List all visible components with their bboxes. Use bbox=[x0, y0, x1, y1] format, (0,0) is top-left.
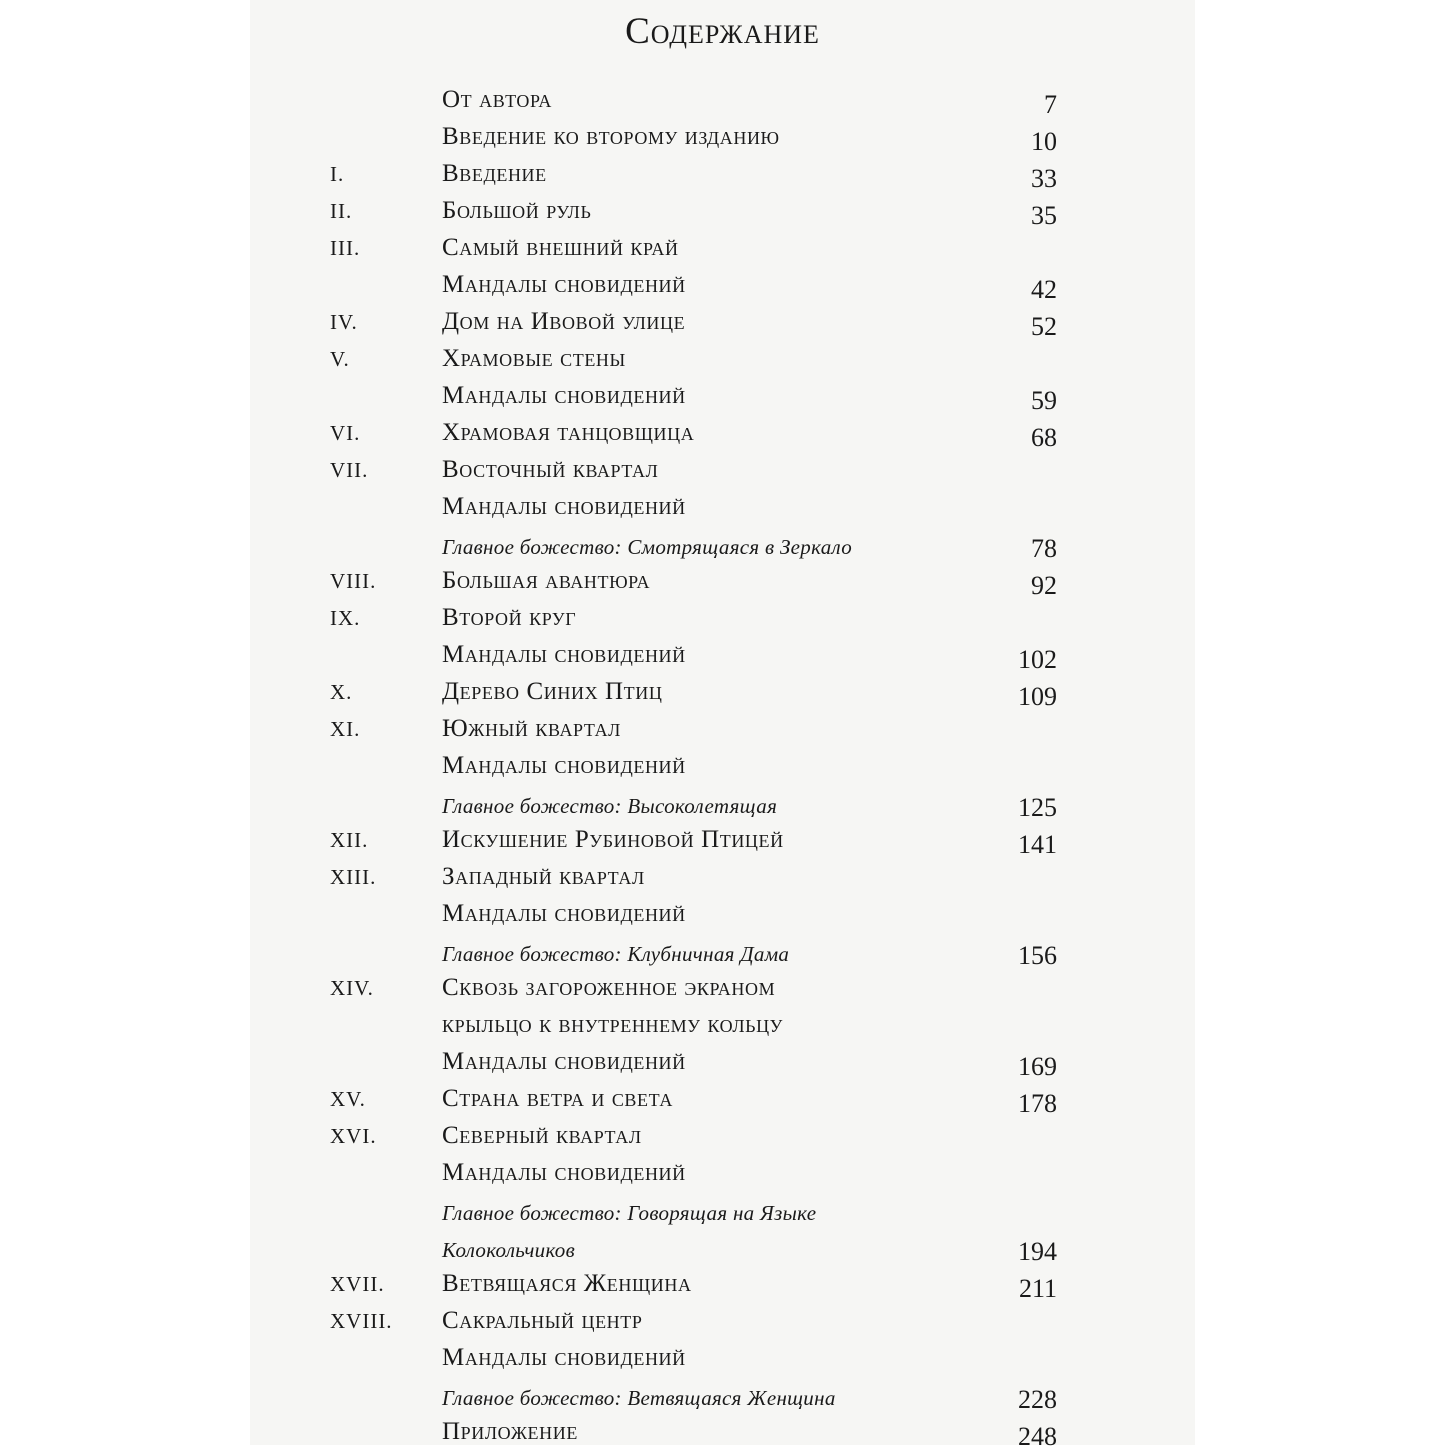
toc-line bbox=[250, 1418, 1195, 1455]
toc-line bbox=[250, 604, 1195, 641]
chapter-title: Мандалы сновидений bbox=[442, 900, 686, 927]
toc-entry bbox=[250, 308, 1195, 345]
chapter-number: XI. bbox=[330, 717, 361, 741]
toc-entry bbox=[250, 678, 1195, 715]
toc-line bbox=[250, 826, 1195, 863]
deity-subtitle: Колокольчиков bbox=[442, 1238, 576, 1262]
toc-line bbox=[250, 789, 1195, 826]
toc-line bbox=[250, 1196, 1195, 1233]
chapter-title: Мандалы сновидений bbox=[442, 1048, 686, 1075]
chapter-title: Мандалы сновидений bbox=[442, 493, 686, 520]
toc-line bbox=[250, 1233, 1195, 1270]
chapter-number: XIII. bbox=[330, 865, 377, 889]
page-number: 7 bbox=[1044, 90, 1057, 119]
toc-line bbox=[250, 86, 1195, 123]
page-number: 156 bbox=[1018, 941, 1057, 970]
toc-entry bbox=[250, 1418, 1195, 1455]
chapter-number: VIII. bbox=[330, 569, 377, 593]
toc-line bbox=[250, 1122, 1195, 1159]
toc-line bbox=[250, 715, 1195, 752]
chapter-number: VII. bbox=[330, 458, 369, 482]
chapter-number: X. bbox=[330, 680, 353, 704]
page-number: 141 bbox=[1018, 830, 1057, 859]
chapter-title: Дом на Ивовой улице bbox=[442, 308, 686, 335]
toc-line bbox=[250, 308, 1195, 345]
chapter-title: Сакральный центр bbox=[442, 1307, 643, 1334]
page-number: 248 bbox=[1018, 1422, 1057, 1451]
chapter-title: Большая авантюра bbox=[442, 567, 651, 594]
page-number: 59 bbox=[1031, 386, 1057, 415]
toc-line bbox=[250, 1085, 1195, 1122]
page-number: 52 bbox=[1031, 312, 1057, 341]
page-number: 228 bbox=[1018, 1385, 1057, 1414]
toc-entry bbox=[250, 974, 1195, 1085]
book-page bbox=[250, 0, 1195, 1451]
chapter-number: XVII. bbox=[330, 1272, 385, 1296]
page-number: 35 bbox=[1031, 201, 1057, 230]
chapter-title: Храмовая танцовщица bbox=[442, 419, 695, 446]
chapter-title: Сквозь загороженное экраном bbox=[442, 974, 776, 1001]
deity-subtitle: Главное божество: Говорящая на Языке bbox=[442, 1201, 817, 1225]
deity-subtitle: Главное божество: Клубничная Дама bbox=[442, 942, 790, 966]
toc-entry bbox=[250, 1307, 1195, 1418]
chapter-number: V. bbox=[330, 347, 350, 371]
toc-line bbox=[250, 1381, 1195, 1418]
toc-entry bbox=[250, 1085, 1195, 1122]
deity-subtitle: Главное божество: Смотрящаяся в Зеркало bbox=[442, 535, 853, 559]
page-number: 92 bbox=[1031, 571, 1057, 600]
toc-line bbox=[250, 1011, 1195, 1048]
toc-entry bbox=[250, 345, 1195, 419]
toc-line bbox=[250, 937, 1195, 974]
toc-line bbox=[250, 1048, 1195, 1085]
page-number: 33 bbox=[1031, 164, 1057, 193]
chapter-title: Южный квартал bbox=[442, 715, 621, 742]
toc-entry bbox=[250, 567, 1195, 604]
chapter-title: Ветвящаяся Женщина bbox=[442, 1270, 692, 1297]
chapter-title: Приложение bbox=[442, 1418, 578, 1445]
page-number: 211 bbox=[1018, 1274, 1057, 1303]
chapter-title: Страна ветра и света bbox=[442, 1085, 673, 1112]
chapter-title: Самый внешний край bbox=[442, 234, 679, 261]
toc-line bbox=[250, 678, 1195, 715]
toc-entry bbox=[250, 456, 1195, 567]
toc-line bbox=[250, 567, 1195, 604]
page-number: 109 bbox=[1018, 682, 1057, 711]
toc-line bbox=[250, 974, 1195, 1011]
toc-line bbox=[250, 493, 1195, 530]
toc-line bbox=[250, 234, 1195, 271]
toc-entry bbox=[250, 419, 1195, 456]
page-number: 178 bbox=[1018, 1089, 1057, 1118]
chapter-title: От автора bbox=[442, 86, 552, 113]
toc-entry bbox=[250, 1122, 1195, 1270]
chapter-title: Введение ко второму изданию bbox=[442, 123, 780, 150]
page-number: 194 bbox=[1018, 1237, 1057, 1266]
toc-line bbox=[250, 863, 1195, 900]
toc-line bbox=[250, 123, 1195, 160]
chapter-number: II. bbox=[330, 199, 353, 223]
toc-line bbox=[250, 160, 1195, 197]
deity-subtitle: Главное божество: Высоколетящая bbox=[442, 794, 778, 818]
chapter-number: XVI. bbox=[330, 1124, 377, 1148]
page-number: 125 bbox=[1018, 793, 1057, 822]
chapter-title: Мандалы сновидений bbox=[442, 1344, 686, 1371]
page-number: 102 bbox=[1018, 645, 1057, 674]
page-title: Содержание bbox=[625, 11, 820, 52]
chapter-title: Второй круг bbox=[442, 604, 577, 631]
chapter-title: Мандалы сновидений bbox=[442, 382, 686, 409]
chapter-title: Мандалы сновидений bbox=[442, 1159, 686, 1186]
toc-line bbox=[250, 1270, 1195, 1307]
chapter-title: Западный квартал bbox=[442, 863, 645, 890]
toc-line bbox=[250, 382, 1195, 419]
toc-line bbox=[250, 641, 1195, 678]
toc-line bbox=[250, 345, 1195, 382]
toc-line bbox=[250, 752, 1195, 789]
toc-line bbox=[250, 197, 1195, 234]
chapter-title: Восточный квартал bbox=[442, 456, 659, 483]
chapter-title: Храмовые стены bbox=[442, 345, 626, 372]
toc-line bbox=[250, 271, 1195, 308]
toc-entry bbox=[250, 197, 1195, 234]
chapter-number: IV. bbox=[330, 310, 358, 334]
table-of-contents bbox=[250, 86, 1195, 1455]
toc-entry bbox=[250, 86, 1195, 123]
page-number: 68 bbox=[1031, 423, 1057, 452]
chapter-title: Введение bbox=[442, 160, 547, 187]
chapter-number: XIV. bbox=[330, 976, 374, 1000]
toc-entry bbox=[250, 1270, 1195, 1307]
toc-line bbox=[250, 1344, 1195, 1381]
chapter-title: крыльцо к внутреннему кольцу bbox=[442, 1011, 784, 1038]
chapter-number: I. bbox=[330, 162, 345, 186]
chapter-number: III. bbox=[330, 236, 361, 260]
page-number: 169 bbox=[1018, 1052, 1057, 1081]
toc-line bbox=[250, 900, 1195, 937]
chapter-number: VI. bbox=[330, 421, 361, 445]
toc-entry bbox=[250, 234, 1195, 308]
chapter-title: Мандалы сновидений bbox=[442, 641, 686, 668]
toc-line bbox=[250, 1307, 1195, 1344]
chapter-title: Большой руль bbox=[442, 197, 592, 224]
chapter-number: XVIII. bbox=[330, 1309, 393, 1333]
deity-subtitle: Главное божество: Ветвящаяся Женщина bbox=[442, 1386, 836, 1410]
page-number: 78 bbox=[1031, 534, 1057, 563]
chapter-title: Дерево Синих Птиц bbox=[442, 678, 663, 705]
page-number: 42 bbox=[1031, 275, 1057, 304]
toc-entry bbox=[250, 160, 1195, 197]
chapter-title: Искушение Рубиновой Птицей bbox=[442, 826, 784, 853]
chapter-title: Северный квартал bbox=[442, 1122, 642, 1149]
chapter-number: IX. bbox=[330, 606, 361, 630]
chapter-number: XII. bbox=[330, 828, 369, 852]
toc-line bbox=[250, 419, 1195, 456]
toc-line bbox=[250, 1159, 1195, 1196]
chapter-title: Мандалы сновидений bbox=[442, 271, 686, 298]
chapter-number: XV. bbox=[330, 1087, 366, 1111]
toc-line bbox=[250, 456, 1195, 493]
toc-line bbox=[250, 530, 1195, 567]
toc-entry bbox=[250, 123, 1195, 160]
toc-entry bbox=[250, 715, 1195, 826]
chapter-title: Мандалы сновидений bbox=[442, 752, 686, 779]
toc-entry bbox=[250, 604, 1195, 678]
page-number: 10 bbox=[1031, 127, 1057, 156]
toc-entry bbox=[250, 826, 1195, 863]
toc-entry bbox=[250, 863, 1195, 974]
